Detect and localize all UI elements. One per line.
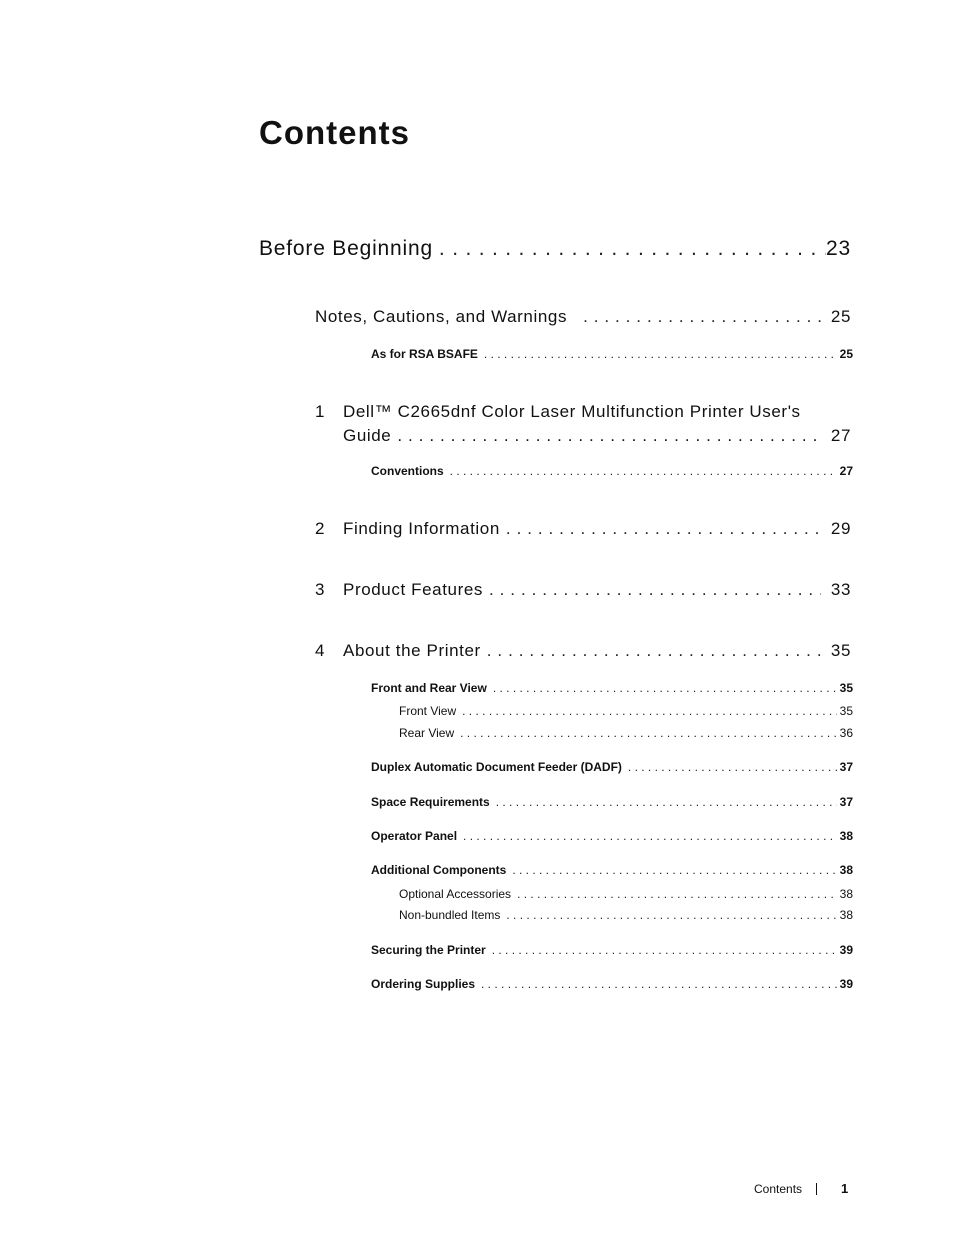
toc-page: 38 <box>839 887 853 901</box>
toc-page: 36 <box>839 726 853 740</box>
toc-page: 38 <box>839 908 853 922</box>
toc-page: 25 <box>839 347 853 361</box>
toc-label: About the Printer <box>343 641 481 660</box>
leader-dots <box>475 977 837 991</box>
toc-label-continued: Guide <box>343 426 392 445</box>
toc-label: Front View <box>399 704 457 718</box>
toc-label: Securing the Printer <box>371 943 486 957</box>
toc-page: 37 <box>839 795 853 809</box>
toc-page: 38 <box>839 829 853 843</box>
leader-dots <box>433 237 826 261</box>
toc-entry-ordering-supplies[interactable] <box>371 977 853 991</box>
leader-dots <box>391 426 821 446</box>
leader-dots <box>622 760 837 774</box>
toc-page: 33 <box>830 580 851 599</box>
toc-page: 27 <box>830 426 851 445</box>
toc-entry-rsa-bsafe[interactable] <box>371 347 853 361</box>
footer-divider <box>816 1183 817 1195</box>
toc-entry-before-beginning[interactable] <box>259 237 851 261</box>
toc-label: Ordering Supplies <box>371 977 476 991</box>
leader-dots <box>456 704 837 718</box>
toc-label: Space Requirements <box>371 795 490 809</box>
leader-dots <box>444 464 837 478</box>
toc-page: 23 <box>826 237 851 260</box>
leader-dots <box>457 829 837 843</box>
footer-section: Contents <box>754 1181 803 1196</box>
toc-entry-securing-printer[interactable] <box>371 943 853 957</box>
toc-entry-operator-panel[interactable] <box>371 829 853 843</box>
toc-entry-front-rear-view[interactable] <box>371 681 853 695</box>
toc-entry-chapter-4[interactable] <box>315 641 851 661</box>
toc-entry-optional-accessories[interactable] <box>399 887 853 901</box>
toc-page: 25 <box>830 307 851 326</box>
toc-label: Non-bundled Items <box>399 908 501 922</box>
chapter-number: 3 <box>315 580 326 599</box>
chapter-number: 4 <box>315 641 326 660</box>
leader-dots <box>500 908 837 922</box>
page-title: Contents <box>259 114 410 151</box>
toc-entry-space-requirements[interactable] <box>371 795 853 809</box>
toc-entry-rear-view[interactable] <box>399 726 853 740</box>
toc-label: Operator Panel <box>371 829 458 843</box>
toc-label: Finding Information <box>343 519 500 538</box>
toc-entry-notes[interactable] <box>315 307 851 327</box>
toc-entry-chapter-1[interactable] <box>315 402 851 446</box>
toc-page: 37 <box>839 760 853 774</box>
toc-label: As for RSA BSAFE <box>371 347 478 361</box>
leader-dots <box>486 943 837 957</box>
leader-dots <box>500 519 821 539</box>
toc-label: Front and Rear View <box>371 681 487 695</box>
leader-dots <box>481 641 821 661</box>
leader-dots <box>567 307 829 327</box>
toc-label: Notes, Cautions, and Warnings <box>315 307 568 326</box>
leader-dots <box>483 580 821 600</box>
toc-page: 35 <box>830 641 851 660</box>
leader-dots <box>490 795 837 809</box>
toc-entry-chapter-3[interactable] <box>315 580 851 600</box>
toc-page: 39 <box>839 977 853 991</box>
toc-label: Rear View <box>399 726 455 740</box>
toc-label: Optional Accessories <box>399 887 512 901</box>
toc-entry-additional-components[interactable] <box>371 863 853 877</box>
toc-page: 35 <box>839 681 853 695</box>
toc-page: 27 <box>839 464 853 478</box>
toc-entry-dadf[interactable] <box>371 760 853 774</box>
chapter-number: 1 <box>315 402 326 421</box>
chapter-number: 2 <box>315 519 326 538</box>
toc-entry-conventions[interactable] <box>371 464 853 478</box>
toc-page: 35 <box>839 704 853 718</box>
leader-dots <box>478 347 837 361</box>
toc-entry-chapter-2[interactable] <box>315 519 851 539</box>
toc-entry-non-bundled-items[interactable] <box>399 908 853 922</box>
leader-dots <box>506 863 837 877</box>
leader-dots <box>511 887 837 901</box>
toc-label: Additional Components <box>371 863 507 877</box>
leader-dots <box>454 726 837 740</box>
footer-page-number: 1 <box>841 1181 849 1196</box>
leader-dots <box>487 681 837 695</box>
toc-label: Conventions <box>371 464 444 478</box>
toc-page: 29 <box>830 519 851 538</box>
toc-label: Product Features <box>343 580 483 599</box>
toc-page: 39 <box>839 943 853 957</box>
page-footer <box>754 1181 848 1196</box>
toc-label: Dell™ C2665dnf Color Laser Multifunction Printer User's <box>343 402 801 421</box>
toc-label: Duplex Automatic Document Feeder (DADF) <box>371 760 622 774</box>
toc-entry-front-view[interactable] <box>399 704 853 718</box>
toc-page: 38 <box>839 863 853 877</box>
toc-label: Before Beginning <box>259 237 433 260</box>
